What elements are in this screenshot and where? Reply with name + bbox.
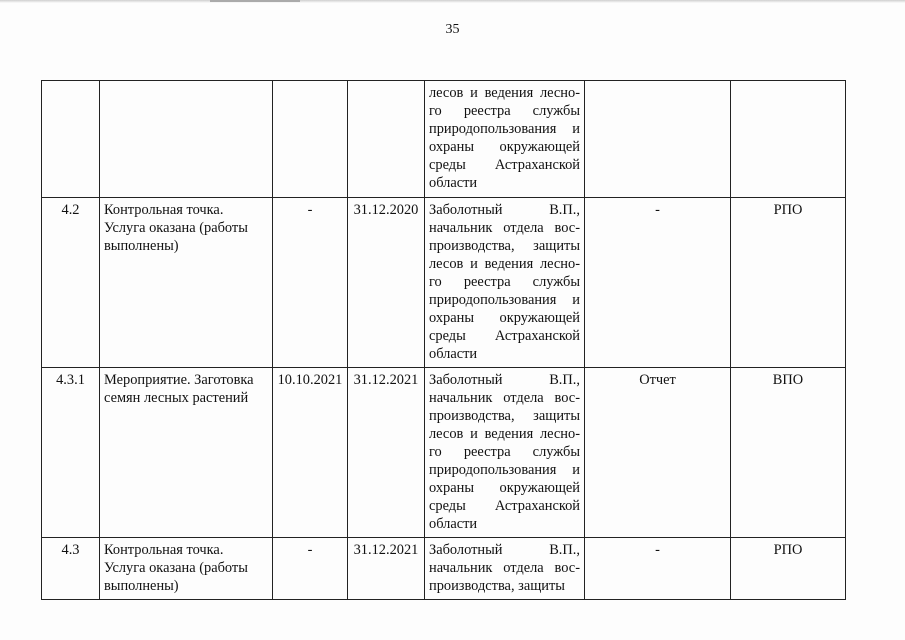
row-number-cell: 4.3.1 [42, 368, 100, 538]
responsible-line: среды Астраханской [429, 157, 580, 173]
row-number-cell: 4.2 [42, 198, 100, 368]
responsible-cell [425, 538, 585, 600]
responsible-line: области [429, 516, 478, 532]
responsible-line: лесов и ведения лесно- [429, 85, 580, 101]
scan-edge-mark [210, 0, 300, 2]
event-name-cell: Контрольная точка. Услуга оказана (работы выполнены) [100, 198, 273, 368]
start-date-cell: - [273, 538, 348, 600]
responsible-cell [425, 81, 585, 198]
result-type-cell [585, 81, 731, 198]
plan-table [41, 80, 846, 600]
event-name-cell [100, 81, 273, 198]
responsible-line: производства, защиты [429, 238, 580, 254]
end-date-cell: 31.12.2021 [348, 368, 425, 538]
control-level-cell: РПО [731, 198, 846, 368]
responsible-line: среды Астраханской [429, 498, 580, 514]
responsible-line: природопользования и [429, 121, 580, 137]
table-row [42, 198, 846, 368]
responsible-line: области [429, 175, 478, 191]
responsible-line: среды Астраханской [429, 328, 580, 344]
control-level-cell: ВПО [731, 368, 846, 538]
responsible-line: природопользования и [429, 292, 580, 308]
start-date-cell [273, 81, 348, 198]
responsible-line: начальник отдела вос- [429, 560, 580, 576]
event-name-cell: Мероприятие. Заготовка семян лесных растений [100, 368, 273, 538]
row-number-cell [42, 81, 100, 198]
control-level-cell: РПО [731, 538, 846, 600]
table-row [42, 538, 846, 600]
responsible-line: начальник отдела вос- [429, 220, 580, 236]
responsible-line: производства, защиты [429, 578, 565, 594]
responsible-line: охраны окружающей [429, 139, 580, 155]
responsible-line: области [429, 346, 478, 362]
responsible-cell [425, 368, 585, 538]
responsible-line: Заболотный В.П., [429, 372, 580, 388]
responsible-line: Заболотный В.П., [429, 202, 580, 218]
responsible-line: го реестра службы [429, 444, 580, 460]
responsible-cell [425, 198, 585, 368]
table-row [42, 81, 846, 198]
result-type-cell: Отчет [585, 368, 731, 538]
responsible-line: природопользования и [429, 462, 580, 478]
control-level-cell [731, 81, 846, 198]
end-date-cell [348, 81, 425, 198]
result-type-cell: - [585, 538, 731, 600]
table-row [42, 368, 846, 538]
responsible-line: начальник отдела вос- [429, 390, 580, 406]
start-date-cell: 10.10.2021 [273, 368, 348, 538]
responsible-line: производства, защиты [429, 408, 580, 424]
page-number: 35 [445, 22, 460, 37]
responsible-line: охраны окружающей [429, 480, 580, 496]
result-type-cell: - [585, 198, 731, 368]
responsible-line: охраны окружающей [429, 310, 580, 326]
table-body [42, 81, 846, 600]
start-date-cell: - [273, 198, 348, 368]
responsible-line: Заболотный В.П., [429, 542, 580, 558]
responsible-line: го реестра службы [429, 274, 580, 290]
responsible-line: лесов и ведения лесно- [429, 256, 580, 272]
responsible-line: лесов и ведения лесно- [429, 426, 580, 442]
scan-edge [0, 0, 905, 3]
end-date-cell: 31.12.2021 [348, 538, 425, 600]
end-date-cell: 31.12.2020 [348, 198, 425, 368]
row-number-cell: 4.3 [42, 538, 100, 600]
event-name-cell: Контрольная точка. Услуга оказана (работы выполнены) [100, 538, 273, 600]
responsible-line: го реестра службы [429, 103, 580, 119]
